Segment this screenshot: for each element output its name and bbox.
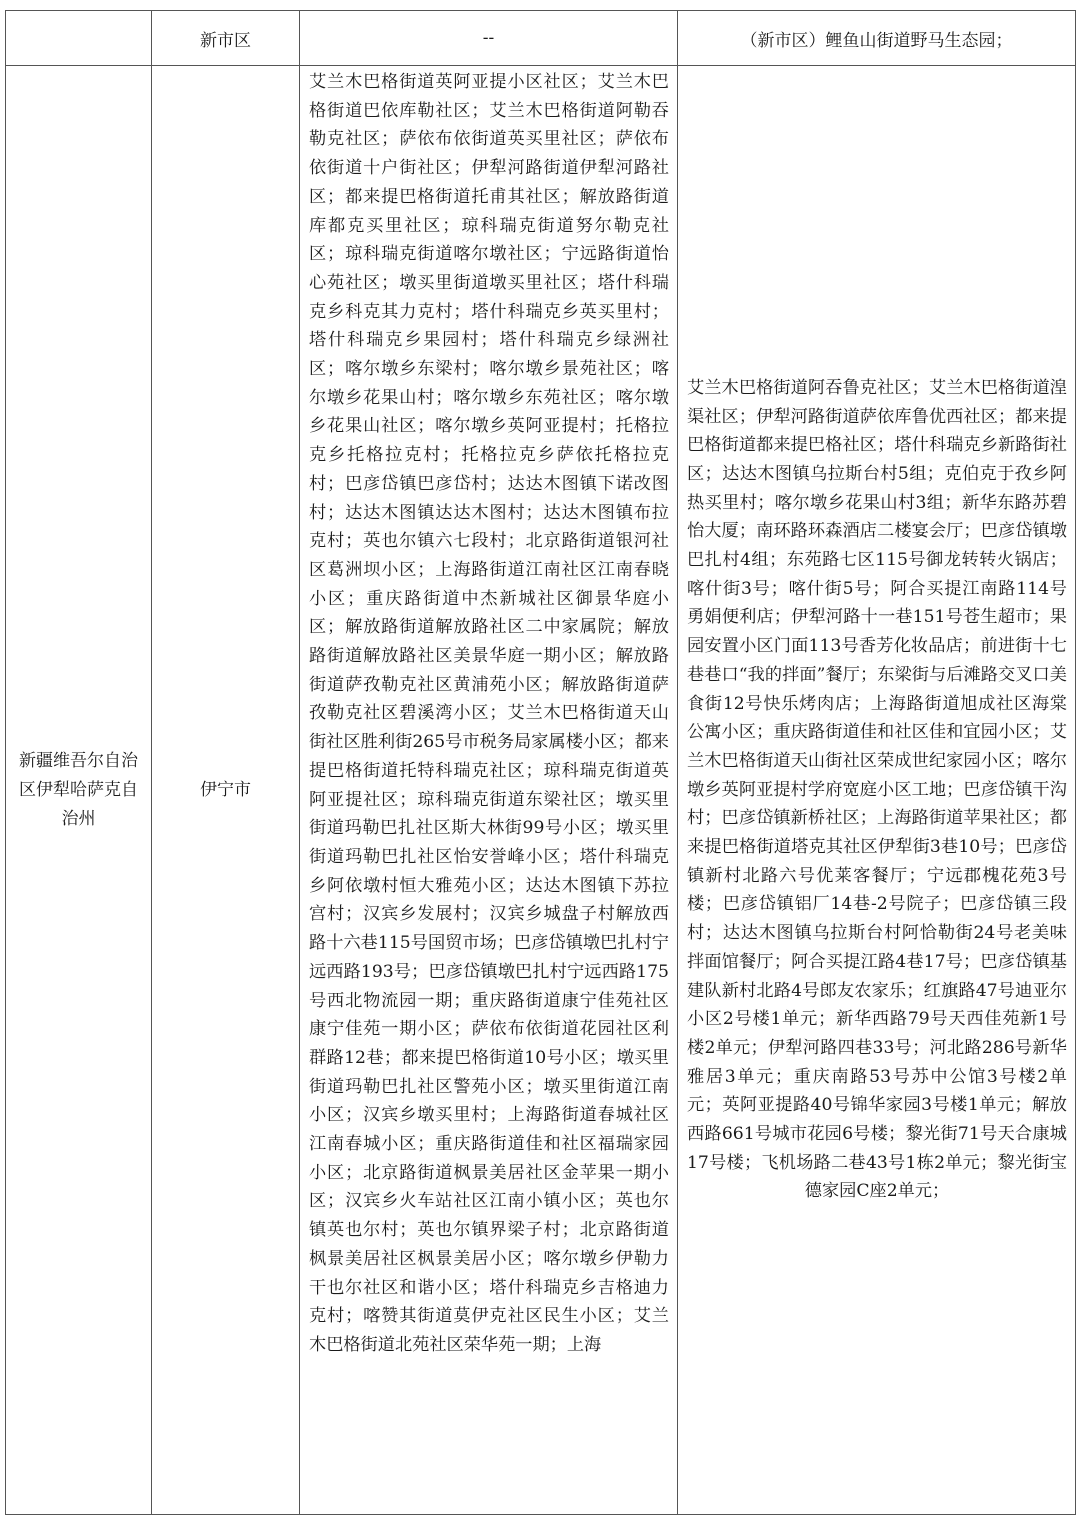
place-list-cell: （新市区）鲤鱼山街道野马生态园； [678,11,1076,66]
area-list-cell: -- [300,11,678,66]
place-list-cell [678,66,1076,1515]
city-cell: 新市区 [152,11,300,66]
area-list-text: 艾兰木巴格街道英阿亚提小区社区；艾兰木巴格街道巴依库勒社区；艾兰木巴格街道阿勒吞勒克社区；萨依布依街道英买里社区；萨依布依街道十户街社区；伊犁河路街道伊犁河路社区；都来提巴格街道托甫其社区；解放路街道库都克买里社区；琼科瑞克街道努尔勒克社区；琼科瑞克街道喀尔墩社区；宁远路街道怡心苑社区；墩买里街道墩买里社区；塔什科瑞克乡科克其力克村；塔什科瑞克乡英买里村；塔什科瑞克乡果园村；塔什科瑞克乡绿洲社区；喀尔墩乡东梁村；喀尔墩乡景苑社区；喀尔墩乡花果山村；喀尔墩乡东苑社区；喀尔墩乡花果山社区；喀尔墩乡英阿亚提村；托格拉克乡托格拉克村；托格拉克乡萨依托格拉克村；巴彦岱镇巴彦岱村；达达木图镇下诺改图村；达达木图镇达达木图村；达达木图镇布拉克村；英也尔镇六七段村；北京路街道银河社区葛洲坝小区；上海路街道江南社区江南春晓小区；重庆路街道中杰新城社区御景华庭小区；解放路街道解放路社区二中家属院；解放路街道解放路社区美景华庭一期小区；解放路街道萨孜勒克社区黄浦苑小区；解放路街道萨孜勒克社区碧溪湾小区；艾兰木巴格街道天山街社区胜利街265号市税务局家属楼小区；都来提巴格街道托特科瑞克社区；琼科瑞克街道英阿亚提社区；琼科瑞克街道东梁社区；墩买里街道玛勒巴扎社区斯大林街99号小区；墩买里街道玛勒巴扎社区怡安誉峰小区；塔什科瑞克乡阿依墩村恒大雅苑小区；达达木图镇下苏拉宫村；汉宾乡发展村；汉宾乡城盘子村解放西路十六巷115号国贸市场；巴彦岱镇墩巴扎村宁远西路193号；巴彦岱镇墩巴扎村宁远西路175号西北物流园一期；重庆路街道康宁佳苑社区康宁佳苑一期小区；萨依布依街道花园社区利群路12巷；都来提巴格街道10号小区；墩买里街道玛勒巴扎社区警苑小区；墩买里街道江南小区；汉宾乡墩买里村；上海路街道春城社区江南春城小区；重庆路街道佳和社区福瑞家园小区；北京路街道枫景美居社区金苹果一期小区；汉宾乡火车站社区江南小镇小区；英也尔镇英也尔村；英也尔镇界梁子村；北京路街道枫景美居社区枫景美居小区；喀尔墩乡伊勒力干也尔社区和谐小区；塔什科瑞克乡吉格迪力克村；喀赞其街道莫伊克社区民生小区；艾兰木巴格街道北苑社区荣华苑一期；上海 [309,72,669,1355]
region-cell: 新疆维吾尔自治区伊犁哈萨克自治州 [6,66,152,1515]
area-list-cell [300,66,678,1515]
place-list-text: 艾兰木巴格街道阿吞鲁克社区；艾兰木巴格街道湟渠社区；伊犁河路街道萨依库鲁优西社区；都来提巴格街道都来提巴格社区；塔什科瑞克乡新路街社区；达达木图镇乌拉斯台村5组；克伯克于孜乡阿热买里村；喀尔墩乡花果山村3组；新华东路苏碧怡大厦；南环路环森酒店二楼宴会厅；巴彦岱镇墩巴扎村4组；东苑路七区115号御龙转转火锅店；喀什街3号；喀什街5号；阿合买提江南路114号勇娟便利店；伊犁河路十一巷151号苍生超市；果园安置小区门面113号香芳化妆品店；前进街十七巷巷口“我的拌面”餐厅；东梁街与后滩路交叉口美食街12号快乐烤肉店；上海路街道旭成社区海棠公寓小区；重庆路街道佳和社区佳和宜园小区；艾兰木巴格街道天山街社区荣成世纪家园小区；喀尔墩乡英阿亚提村学府宽庭小区工地；巴彦岱镇干沟村；巴彦岱镇新桥社区；上海路街道苹果社区；都来提巴格街道塔克其社区伊犁街3巷10号；巴彦岱镇新村北路六号优莱客餐厅；宁远郡槐花苑3号楼；巴彦岱镇铝厂14巷-2号院子；巴彦岱镇三段村；达达木图镇乌拉斯台村阿恰勒街24号老美味拌面馆餐厅；阿合买提江路4巷17号；巴彦岱镇基建队新村北路4号郎友农家乐；红旗路47号迪亚尔小区2号楼1单元；新华西路79号天西佳苑新1号楼2单元；伊犁河路四巷33号；河北路286号新华雅居3单元；重庆南路53号苏中公馆3号楼2单元；英阿亚提路40号锦华家园3号楼1单元；解放西路661号城市花园6号楼；黎光街71号天合康城17号楼；飞机场路二巷43号1栋2单元；黎光街宝德家园C座2单元； [687,377,1067,1202]
city-cell: 伊宁市 [152,66,300,1515]
area-table [5,10,1076,1515]
table-row [6,11,1076,66]
region-cell [6,11,152,66]
table-row [6,66,1076,1515]
